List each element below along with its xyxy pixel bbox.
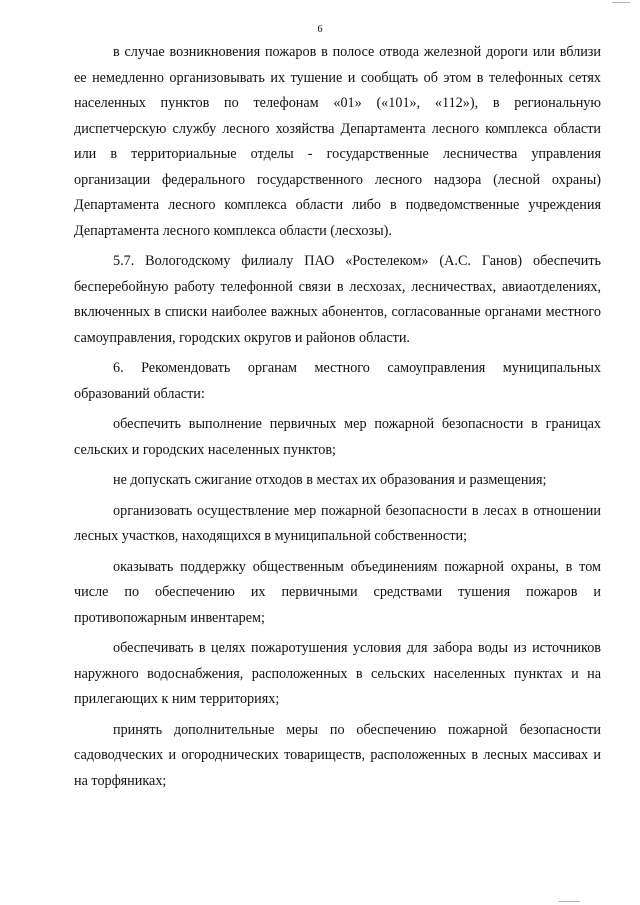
paragraph-item-6: 6. Рекомендовать органам местного самоуправления муниципальных образований области: (74, 360, 601, 402)
paragraph-water-supply: обеспечивать в целях пожаротушения условия для забора воды из источников наружного водоснабжения, расположенных в сельских населенных пунктах и на прилегающих к ним территориях; (74, 640, 601, 707)
paragraph-municipal-forests: организовать осуществление мер пожарной безопасности в лесах в отношении лесных участков, находящихся в муниципальной собственности; (74, 502, 601, 544)
paragraph-fire-response: в случае возникновения пожаров в полосе отвода железной дороги или вблизи ее немедленно организовывать их тушение и сообщать об этом в телефонных сетях населенных пунктов по телефонам «01» («101», «112»), в региональную диспетчерскую службу лесного хозяйства Департамента лесного комплекса области или в территориальные отделы - государственные лесничества управления организации федерального государственного лесного надзора (лесной охраны) Департамента лесного комплекса области либо в подведомственные учреждения Департамента лесного комплекса области (лесхозы). (74, 44, 601, 239)
document-body (74, 40, 601, 794)
paragraph-primary-fire-safety: обеспечить выполнение первичных мер пожарной безопасности в границах сельских и городских населенных пунктов; (74, 416, 601, 458)
paragraph-fire-associations: оказывать поддержку общественным объединениям пожарной охраны, в том числе по обеспечению их первичными средствами тушения пожаров и противопожарным инвентарем; (74, 558, 601, 626)
paragraph-waste-burning: не допускать сжигание отходов в местах их образования и размещения; (113, 472, 547, 488)
paragraph-gardening-partnerships: принять дополнительные меры по обеспечению пожарной безопасности садоводческих и огороднических товариществ, расположенных в лесных массивах и на торфяниках; (74, 721, 601, 789)
page-number: 6 (317, 24, 323, 35)
scan-mark-bottom (558, 901, 580, 902)
paragraph-item-5-7: 5.7. Вологодскому филиалу ПАО «Ростелеком» (А.С. Ганов) обеспечить бесперебойную работу телефонной связи в лесхозах, лесничествах, авиаотделениях, включенных в списки наиболее важных абонентов, согласованные органами местного самоуправления, городских округов и районов области. (74, 253, 601, 346)
scan-mark-top (612, 2, 630, 3)
